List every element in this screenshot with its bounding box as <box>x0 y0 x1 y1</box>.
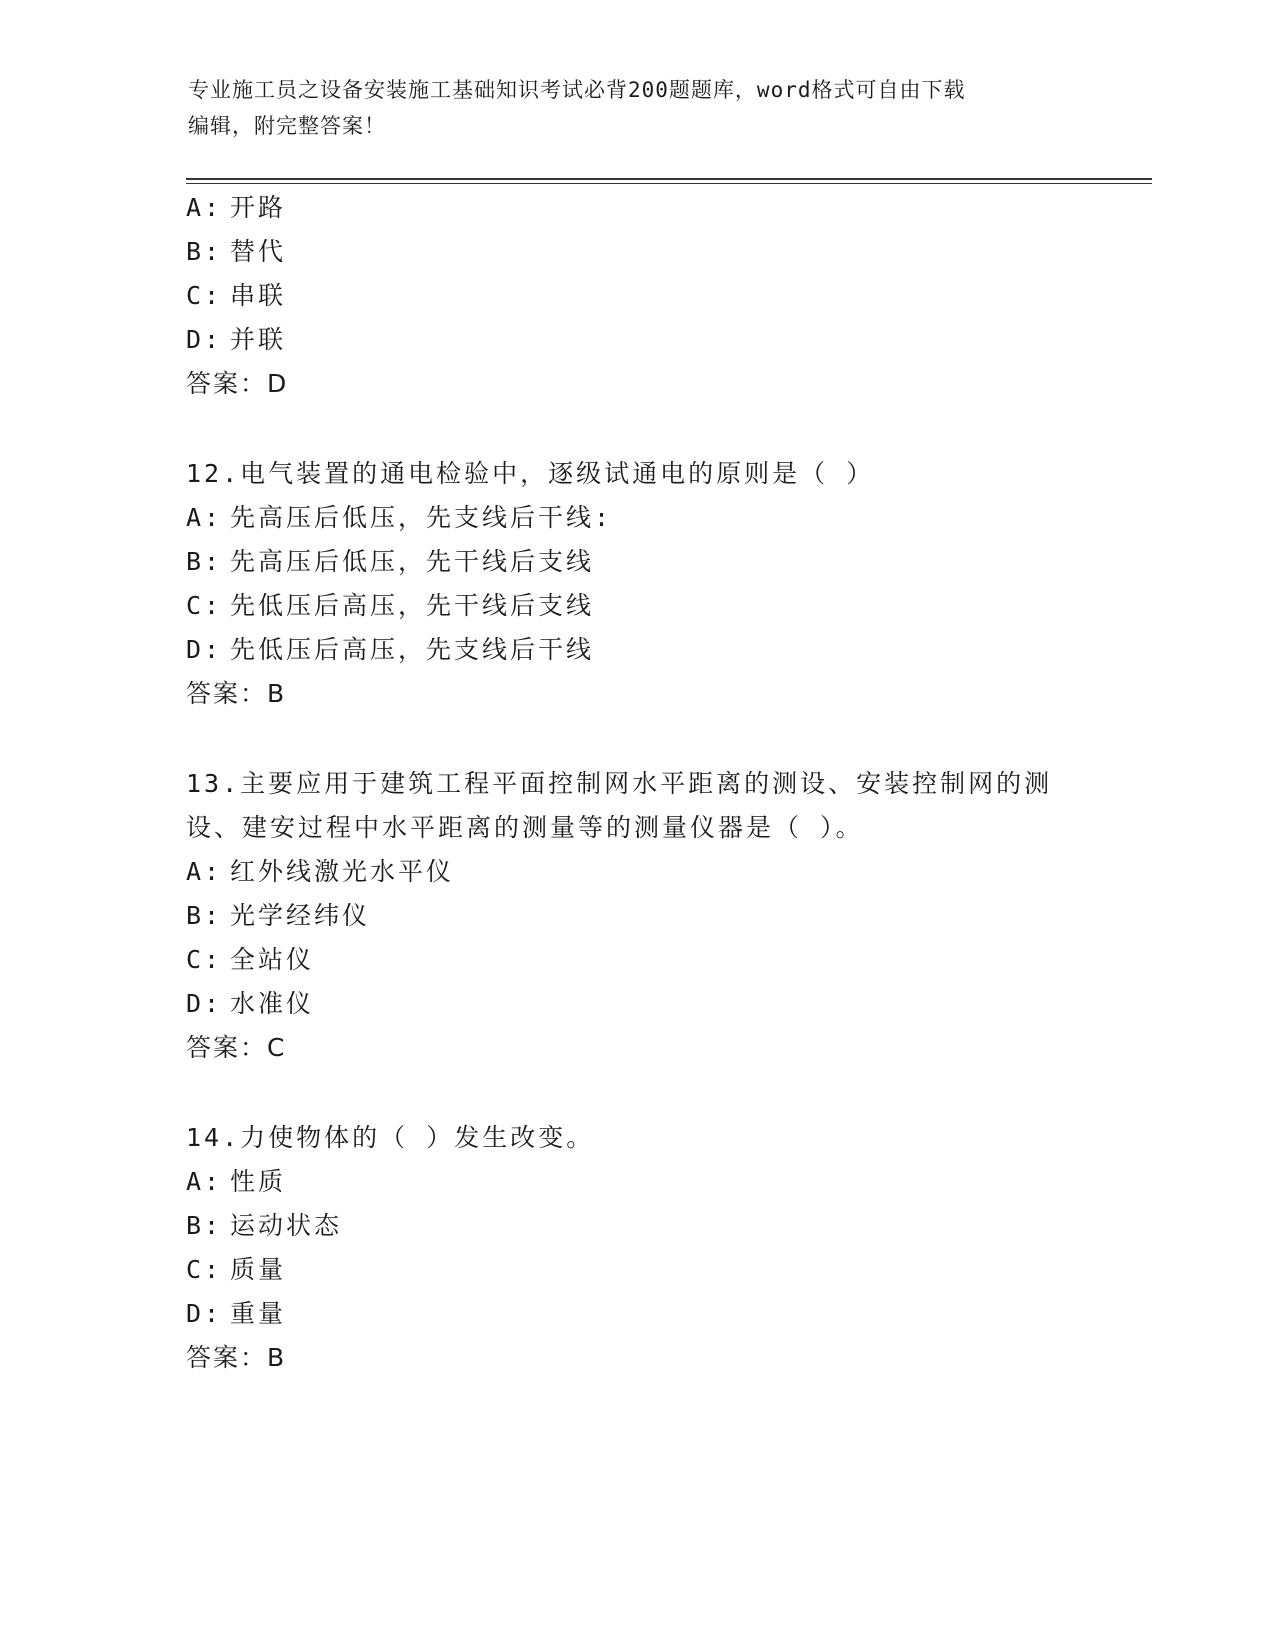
option-b <box>186 1210 342 1242</box>
question-text: 12.电气装置的通电检验中，逐级试通电的原则是（ ） <box>186 459 875 488</box>
option-key: B: <box>186 1211 223 1240</box>
option-text: 运动状态 <box>230 1211 343 1240</box>
option-d <box>186 324 286 356</box>
option-d <box>186 1298 286 1330</box>
question-text: 13.主要应用于建筑工程平面控制网水平距离的测设、安装控制网的测 <box>186 769 1053 798</box>
option-key: D: <box>186 1299 223 1328</box>
option-key: C: <box>186 591 223 620</box>
document-header <box>188 72 1088 144</box>
option-c <box>186 944 314 976</box>
option-key: B: <box>186 547 223 576</box>
option-text: 重量 <box>230 1299 287 1328</box>
header-divider-thin <box>186 183 1152 184</box>
option-key: D: <box>186 635 223 664</box>
option-text: 先低压后高压，先干线后支线 <box>230 591 595 620</box>
option-a <box>186 856 454 888</box>
option-c <box>186 280 286 312</box>
option-text: 水准仪 <box>230 989 315 1018</box>
option-d <box>186 988 314 1020</box>
option-a <box>186 502 612 534</box>
option-key: C: <box>186 281 223 310</box>
answer-text: 答案：C <box>186 1033 287 1062</box>
option-text: 质量 <box>230 1255 287 1284</box>
option-text: 红外线激光水平仪 <box>230 857 455 886</box>
option-key: A: <box>186 193 223 222</box>
option-b <box>186 900 370 932</box>
option-key: C: <box>186 1255 223 1284</box>
question-text-continued: 设、建安过程中水平距离的测量等的测量仪器是（ ）。 <box>186 813 864 842</box>
option-key: B: <box>186 901 223 930</box>
answer-text: 答案：B <box>186 1343 287 1372</box>
option-text: 先低压后高压，先支线后干线 <box>230 635 595 664</box>
answer-text: 答案：D <box>186 369 289 398</box>
option-text: 性质 <box>230 1167 287 1196</box>
header-title-line1: 专业施工员之设备安装施工基础知识考试必背200题题库，word格式可自由下载 <box>188 78 966 102</box>
header-divider <box>186 178 1152 180</box>
option-key: A: <box>186 503 223 532</box>
option-text: 先高压后低压，先干线后支线 <box>230 547 595 576</box>
option-text: 开路 <box>230 193 287 222</box>
option-b <box>186 236 286 268</box>
header-title-line2: 编辑，附完整答案！ <box>188 114 386 138</box>
option-key: A: <box>186 1167 223 1196</box>
question-text: 14.力使物体的（ ）发生改变。 <box>186 1123 595 1152</box>
option-text: 串联 <box>230 281 287 310</box>
option-a <box>186 192 286 224</box>
option-key: D: <box>186 989 223 1018</box>
option-text: 光学经纬仪 <box>230 901 371 930</box>
option-a <box>186 1166 286 1198</box>
option-key: C: <box>186 945 223 974</box>
option-d <box>186 634 594 666</box>
option-c <box>186 590 594 622</box>
option-text: 全站仪 <box>230 945 315 974</box>
answer-text: 答案：B <box>186 679 287 708</box>
option-text: 先高压后低压，先支线后干线: <box>230 503 613 532</box>
option-c <box>186 1254 286 1286</box>
option-key: A: <box>186 857 223 886</box>
option-key: B: <box>186 237 223 266</box>
option-text: 并联 <box>230 325 287 354</box>
option-text: 替代 <box>230 237 287 266</box>
option-b <box>186 546 594 578</box>
option-key: D: <box>186 325 223 354</box>
